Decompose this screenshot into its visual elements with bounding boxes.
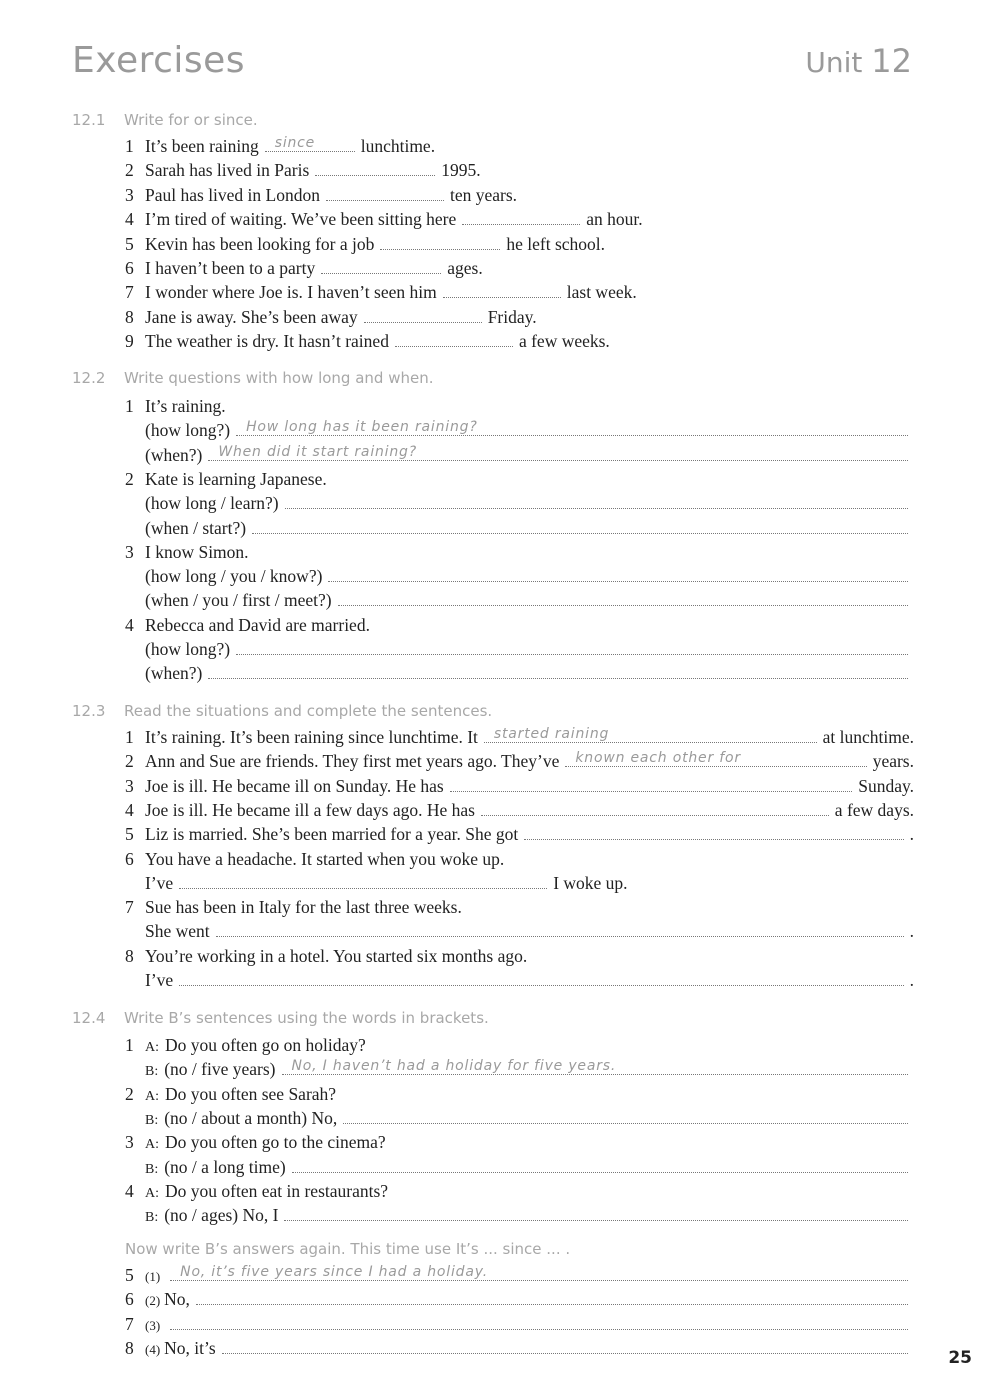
item-text: Friday. — [487, 306, 537, 327]
item-number: 1 — [125, 136, 134, 156]
item-number: 7 — [125, 897, 134, 918]
answer-blank[interactable] — [285, 494, 908, 509]
answer-blank[interactable] — [236, 421, 908, 436]
answer-blank[interactable] — [216, 922, 904, 937]
item-number: 4 — [125, 209, 134, 230]
item-text: Joe is ill. He became ill on Sunday. He has — [145, 775, 444, 796]
answer-blank[interactable] — [170, 1266, 908, 1281]
dialogue-answer-line — [125, 1205, 914, 1226]
item-text: a few weeks. — [518, 331, 610, 352]
question-line — [125, 639, 914, 660]
item-text: lunchtime. — [360, 136, 436, 156]
answer-blank[interactable] — [196, 1290, 908, 1305]
exercise-item — [125, 282, 637, 303]
item-number: 9 — [125, 331, 134, 352]
dialogue-item — [125, 1084, 336, 1105]
answer-blank[interactable] — [328, 567, 908, 582]
item-number: 2 — [125, 468, 134, 489]
rewrite-line — [125, 1289, 914, 1310]
item-text: It’s been raining — [145, 136, 259, 156]
item-text: last week. — [566, 282, 637, 303]
speaker-a-label: A: — [145, 1137, 159, 1153]
unit-word: Unit — [805, 46, 863, 79]
speaker-a-question: Do you often go on holiday? — [165, 1035, 366, 1055]
question-prompt: (when / you / first / meet?) — [145, 590, 332, 611]
item-statement: Kate is learning Japanese. — [145, 468, 327, 489]
question-line — [125, 518, 914, 539]
dialogue-item — [125, 1181, 388, 1202]
exercise-instruction: Write B’s sentences using the words in brackets. — [124, 1009, 489, 1027]
item-text: 1995. — [441, 160, 481, 181]
dialogue-item — [125, 1035, 366, 1056]
exercise-item — [125, 396, 226, 417]
item-text: The weather is dry. It hasn’t rained — [145, 331, 389, 352]
answer-blank[interactable] — [179, 971, 903, 986]
speaker-a-label: A: — [145, 1185, 159, 1201]
answer-blank[interactable] — [395, 332, 513, 347]
reference-number: (4) — [145, 1341, 161, 1357]
answer-blank[interactable] — [282, 1060, 908, 1075]
item-number: 8 — [125, 1337, 134, 1358]
item-number: 2 — [125, 751, 134, 772]
dialogue-answer-line — [125, 1059, 914, 1080]
exercise-item — [125, 776, 914, 797]
item-text: . — [909, 824, 914, 845]
item-text: I haven’t been to a party — [145, 258, 316, 278]
item-statement: You’re working in a hotel. You started six months ago. — [145, 945, 528, 966]
answer-blank[interactable] — [380, 235, 500, 250]
exercise-12-2-heading — [72, 369, 433, 387]
item-number: 7 — [125, 1313, 134, 1334]
question-line — [125, 420, 914, 441]
item-text: Jane is away. She’s been away — [145, 306, 358, 327]
exercise-instruction: Write questions with how long and when. — [124, 369, 434, 387]
item-statement: You have a headache. It started when you woke up. — [145, 848, 505, 869]
answer-blank[interactable] — [222, 1339, 908, 1354]
exercise-item — [125, 751, 914, 772]
exercise-item — [125, 160, 481, 181]
item-number: 3 — [125, 1132, 134, 1153]
question-line — [125, 493, 914, 514]
item-number: 1 — [125, 396, 134, 416]
page-number: 25 — [948, 1348, 972, 1368]
rewrite-line — [125, 1338, 914, 1359]
item-number: 2 — [125, 1083, 134, 1104]
item-number: 3 — [125, 775, 134, 796]
question-line — [125, 445, 914, 466]
exercise-item — [125, 824, 914, 845]
item-number: 4 — [125, 614, 134, 635]
item-text: Liz is married. She’s been married for a year. She got — [145, 824, 519, 845]
answer-blank[interactable] — [315, 161, 435, 176]
rewrite-line — [125, 1265, 914, 1286]
answer-blank[interactable] — [524, 825, 903, 840]
item-text: I’ve — [145, 872, 174, 893]
item-number: 5 — [125, 233, 134, 254]
question-prompt: (how long?) — [145, 420, 231, 441]
exercise-item — [125, 849, 504, 870]
item-number: 3 — [125, 541, 134, 562]
item-text: Paul has lived in London — [145, 184, 320, 205]
item-statement: I know Simon. — [145, 541, 249, 562]
exercise-number: 12.4 — [72, 1009, 106, 1027]
item-text: a few days. — [834, 799, 914, 820]
question-line — [125, 663, 914, 684]
exercise-item — [125, 307, 537, 328]
item-number: 8 — [125, 306, 134, 327]
handwritten-answer: When did it start raining? — [218, 443, 417, 460]
answer-blank[interactable] — [208, 443, 908, 461]
handwritten-answer: No, I haven’t had a holiday for five years. — [291, 1058, 617, 1075]
answer-blank[interactable] — [236, 640, 908, 655]
speaker-b-prompt: (no / five years) — [164, 1059, 276, 1080]
answer-blank[interactable] — [252, 519, 908, 534]
exercise-item — [125, 209, 643, 230]
exercise-12-4-part2-instruction: Now write B’s answers again. This time use It’s ... since ... . — [125, 1240, 571, 1258]
answer-blank[interactable] — [265, 137, 355, 152]
speaker-b-prompt: (no / ages) No, I — [164, 1205, 279, 1226]
answer-blank[interactable] — [321, 259, 441, 274]
item-text: Ann and Sue are friends. They first met years ago. They’ve — [145, 751, 560, 772]
item-text: . — [909, 970, 914, 990]
answer-blank[interactable] — [484, 728, 817, 743]
exercise-12-3-heading — [72, 702, 492, 720]
exercise-item — [125, 897, 462, 918]
item-statement: Sue has been in Italy for the last three weeks. — [145, 897, 462, 918]
item-number: 5 — [125, 1265, 134, 1285]
exercise-item — [125, 615, 370, 636]
question-prompt: (how long / you / know?) — [145, 566, 323, 587]
answer-blank[interactable] — [450, 777, 853, 792]
exercise-item — [125, 946, 527, 967]
exercise-instruction: Write for or since. — [124, 111, 258, 129]
rewrite-line — [125, 1314, 914, 1335]
item-number: 7 — [125, 282, 134, 303]
speaker-a-label: A: — [145, 1040, 159, 1055]
question-prompt: (when?) — [145, 444, 203, 465]
speaker-a-question: Do you often see Sarah? — [165, 1083, 337, 1104]
exercise-item — [125, 185, 517, 206]
item-text: Sunday. — [858, 775, 914, 796]
speaker-b-label: B: — [145, 1210, 159, 1226]
answer-blank[interactable] — [326, 186, 444, 201]
speaker-a-question: Do you often eat in restaurants? — [165, 1180, 389, 1201]
item-number: 4 — [125, 799, 134, 820]
speaker-b-label: B: — [145, 1161, 159, 1177]
answer-blank[interactable] — [565, 752, 866, 767]
exercise-12-4-heading — [72, 1009, 489, 1027]
answer-blank[interactable] — [338, 591, 908, 606]
exercise-number: 12.1 — [72, 111, 106, 129]
item-text: Sarah has lived in Paris — [145, 160, 310, 181]
item-text: It’s raining. It’s been raining since lunchtime. It — [145, 727, 478, 747]
exercise-instruction: Read the situations and complete the sentences. — [124, 702, 493, 720]
exercise-item — [125, 136, 435, 157]
item-number: 1 — [125, 1035, 134, 1055]
item-number: 6 — [125, 258, 134, 278]
item-text: . — [909, 921, 914, 942]
question-prompt: (how long?) — [145, 639, 231, 659]
item-text: Joe is ill. He became ill a few days ago. He has — [145, 799, 475, 820]
answer-blank[interactable] — [364, 308, 482, 323]
handwritten-answer: started raining — [493, 726, 610, 742]
item-number: 5 — [125, 824, 134, 845]
item-number: 1 — [125, 727, 134, 747]
question-prompt: (how long / learn?) — [145, 493, 279, 514]
exercise-item — [125, 727, 914, 748]
exercise-12-1-heading — [72, 111, 258, 129]
item-statement: It’s raining. — [145, 396, 226, 416]
exercise-number: 12.3 — [72, 702, 106, 720]
item-text: I’m tired of waiting. We’ve been sitting here — [145, 209, 457, 230]
speaker-a-question: Do you often go to the cinema? — [165, 1132, 386, 1153]
exercise-item — [125, 542, 249, 563]
item-text: I’ve — [145, 970, 174, 990]
answer-blank[interactable] — [481, 801, 829, 816]
handwritten-answer: No, it’s five years since I had a holiday. — [180, 1264, 488, 1280]
handwritten-answer: How long has it been raining? — [246, 419, 478, 436]
item-number: 4 — [125, 1180, 134, 1201]
dialogue-answer-line — [125, 1157, 914, 1178]
exercise-item — [125, 469, 327, 490]
answer-blank[interactable] — [179, 874, 547, 889]
question-prompt: (when / start?) — [145, 517, 247, 538]
item-statement: Rebecca and David are married. — [145, 614, 370, 635]
item-text: No, it’s — [164, 1337, 216, 1358]
exercise-item — [125, 258, 483, 279]
item-text: No, — [164, 1289, 190, 1310]
speaker-a-label: A: — [145, 1088, 159, 1104]
exercise-item — [125, 800, 914, 821]
item-number: 8 — [125, 945, 134, 966]
item-number: 6 — [125, 848, 134, 869]
exercise-item — [125, 234, 605, 255]
answer-blank[interactable] — [462, 210, 580, 225]
speaker-b-prompt: (no / about a month) No, — [164, 1107, 338, 1128]
speaker-b-prompt: (no / a long time) — [164, 1156, 286, 1177]
question-prompt: (when?) — [145, 663, 203, 684]
item-text: Kevin has been looking for a job — [145, 233, 375, 254]
handwritten-answer: known each other for — [575, 750, 741, 767]
dialogue-answer-line — [125, 1108, 914, 1129]
answer-line — [125, 873, 628, 894]
question-line — [125, 566, 914, 587]
answer-blank[interactable] — [208, 664, 908, 679]
item-text: I woke up. — [553, 872, 628, 893]
item-number: 2 — [125, 160, 134, 181]
item-text: I wonder where Joe is. I haven’t seen him — [145, 282, 437, 303]
reference-number: (1) — [145, 1269, 161, 1284]
item-text: an hour. — [586, 209, 643, 230]
item-text: ten years. — [449, 184, 518, 205]
item-number: 6 — [125, 1289, 134, 1310]
reference-number: (3) — [145, 1317, 161, 1333]
unit-label — [805, 42, 912, 80]
handwritten-answer: since — [274, 135, 316, 151]
item-text: She went — [145, 921, 210, 942]
item-text: ages. — [447, 258, 483, 278]
item-text: years. — [872, 751, 914, 772]
reference-number: (2) — [145, 1293, 161, 1309]
answer-blank[interactable] — [170, 1315, 908, 1330]
speaker-b-label: B: — [145, 1112, 159, 1128]
answer-blank[interactable] — [343, 1109, 908, 1124]
item-number: 3 — [125, 184, 134, 205]
answer-blank[interactable] — [443, 283, 561, 298]
question-line — [125, 590, 914, 611]
dialogue-item — [125, 1132, 386, 1153]
answer-line — [125, 921, 914, 942]
answer-blank[interactable] — [292, 1158, 908, 1173]
exercise-number: 12.2 — [72, 369, 106, 387]
item-text: at lunchtime. — [822, 727, 914, 747]
item-text: he left school. — [506, 233, 606, 254]
speaker-b-label: B: — [145, 1064, 159, 1080]
answer-blank[interactable] — [284, 1206, 908, 1221]
answer-line — [125, 970, 914, 991]
unit-number: 12 — [871, 42, 912, 80]
page-title: Exercises — [72, 40, 246, 81]
exercise-item — [125, 331, 610, 352]
